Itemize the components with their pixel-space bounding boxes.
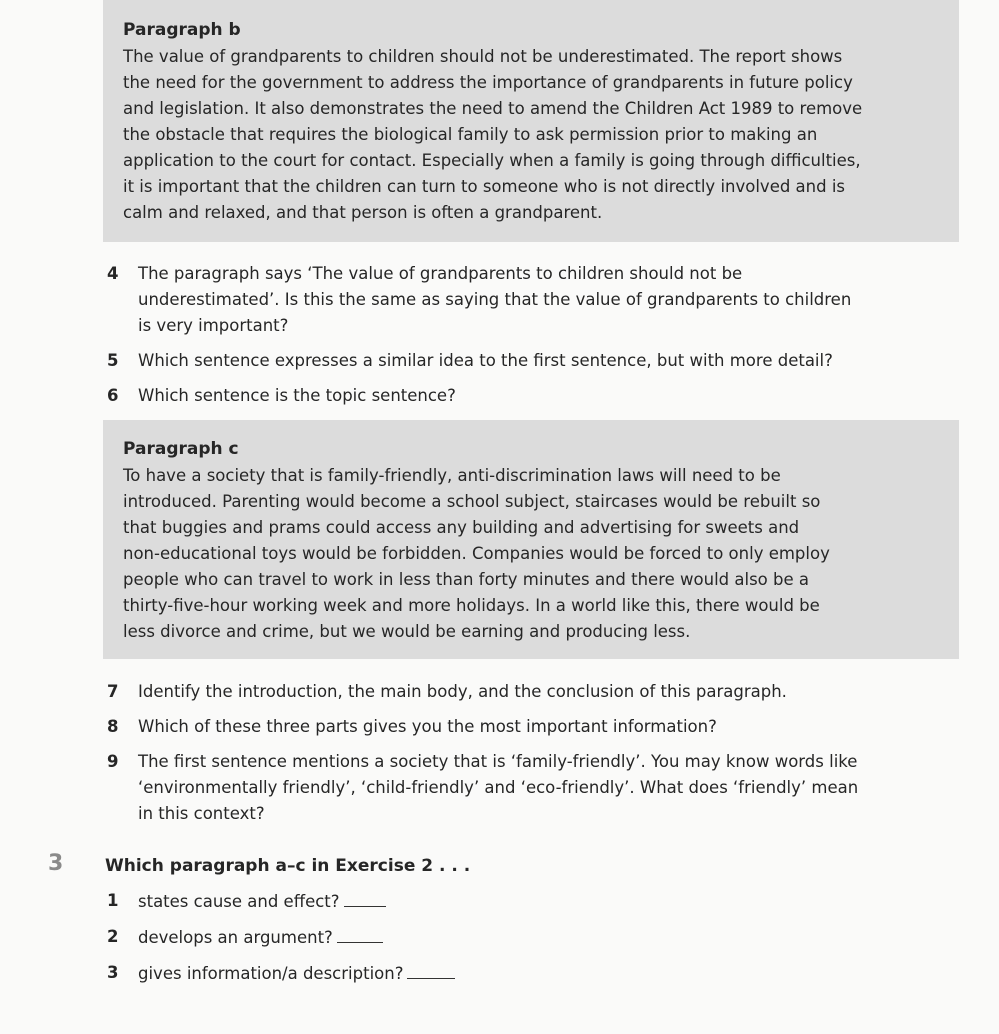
question-text-line: The first sentence mentions a society that is ‘family-friendly’. You may know words like	[138, 752, 858, 771]
paragraph-c-line: thirty-five-hour working week and more holidays. In a world like this, there would be	[123, 596, 820, 615]
paragraph-b-line: it is important that the children can turn to someone who is not directly involved and is	[123, 177, 846, 196]
exercise-number: 3	[48, 851, 64, 876]
item-text: gives information/a description?	[138, 964, 404, 983]
question-9	[107, 749, 957, 827]
paragraph-b-line: the need for the government to address the importance of grandparents in future policy	[123, 73, 853, 92]
paragraph-c-line: less divorce and crime, but we would be earning and producing less.	[123, 622, 691, 641]
paragraph-b-line: The value of grandparents to children should not be underestimated. The report shows	[123, 47, 843, 66]
item-text: develops an argument?	[138, 928, 333, 947]
question-number: 6	[107, 386, 119, 405]
question-8	[107, 714, 957, 740]
question-4	[107, 261, 957, 339]
question-number: 7	[107, 682, 119, 701]
question-text-line: Which sentence expresses a similar idea to the first sentence, but with more detail?	[138, 351, 833, 370]
paragraph-c-line: introduced. Parenting would become a school subject, staircases would be rebuilt so	[123, 492, 821, 511]
question-text-line: The paragraph says ‘The value of grandparents to children should not be	[138, 264, 743, 283]
question-number: 8	[107, 717, 119, 736]
answer-blank[interactable]	[407, 960, 455, 979]
question-text-line: Identify the introduction, the main body, and the conclusion of this paragraph.	[138, 682, 787, 701]
answer-blank[interactable]	[337, 924, 383, 943]
item-number: 2	[107, 927, 119, 946]
paragraph-c-line: To have a society that is family-friendly, anti-discrimination laws will need to be	[123, 466, 781, 485]
paragraph-b-title: Paragraph b	[123, 20, 241, 40]
questions-c-list	[107, 679, 957, 827]
paragraph-c-line: that buggies and prams could access any building and advertising for sweets and	[123, 518, 800, 537]
exercise3-item-3	[107, 960, 957, 987]
question-text-line: underestimated’. Is this the same as saying that the value of grandparents to children	[138, 290, 852, 309]
question-text-line: Which sentence is the topic sentence?	[138, 386, 456, 405]
paragraph-c-line: people who can travel to work in less than forty minutes and there would also be a	[123, 570, 809, 589]
question-text-line: is very important?	[138, 316, 289, 335]
questions-b-list	[107, 261, 957, 409]
question-7	[107, 679, 957, 705]
answer-blank[interactable]	[344, 888, 386, 907]
question-number: 5	[107, 351, 119, 370]
paragraph-b-box	[103, 0, 959, 242]
exercise3-item-1	[107, 888, 957, 915]
paragraph-c-box	[103, 420, 959, 659]
question-number: 4	[107, 264, 119, 283]
item-text: states cause and effect?	[138, 892, 340, 911]
paragraph-c-line: non-educational toys would be forbidden. Companies would be forced to only employ	[123, 544, 830, 563]
item-number: 1	[107, 891, 119, 910]
paragraph-c-title: Paragraph c	[123, 439, 239, 459]
question-6	[107, 383, 957, 409]
paragraph-b-line: and legislation. It also demonstrates the need to amend the Children Act 1989 to remove	[123, 99, 863, 118]
paragraph-b-line: calm and relaxed, and that person is often a grandparent.	[123, 203, 603, 222]
item-number: 3	[107, 963, 119, 982]
question-number: 9	[107, 752, 119, 771]
question-text-line: Which of these three parts gives you the most important information?	[138, 717, 717, 736]
exercise-title: Which paragraph a–c in Exercise 2 . . .	[105, 856, 471, 876]
exercise3-list	[107, 888, 957, 987]
question-5	[107, 348, 957, 374]
exercise3-item-2	[107, 924, 957, 951]
paragraph-b-line: application to the court for contact. Especially when a family is going through difficulties,	[123, 151, 861, 170]
question-text-line: in this context?	[138, 804, 265, 823]
paragraph-b-line: the obstacle that requires the biological family to ask permission prior to making an	[123, 125, 818, 144]
question-text-line: ‘environmentally friendly’, ‘child-friendly’ and ‘eco-friendly’. What does ‘friendly’ mean	[138, 778, 859, 797]
